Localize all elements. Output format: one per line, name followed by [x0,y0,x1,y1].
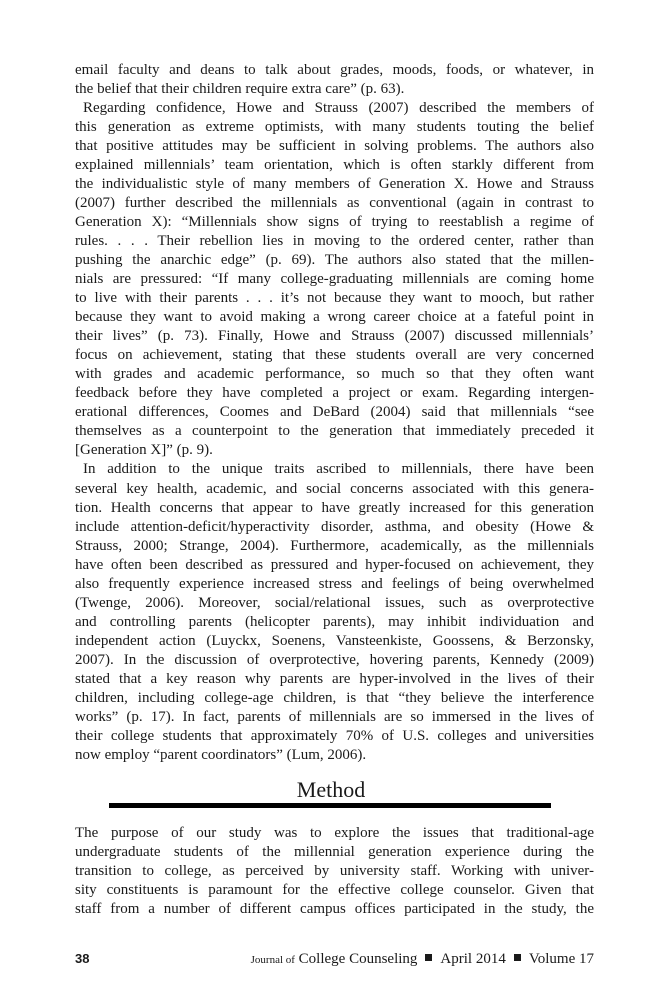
text-line: undergraduate students of the millennial generation experience during the [75,843,594,860]
text-line: email faculty and deans to talk about grades, moods, foods, or whatever, in [75,61,594,78]
text-line: several key health, academic, and social concerns associated with this genera- [75,480,594,497]
text-line: Regarding confidence, Howe and Strauss (2007) described the members of [83,99,594,116]
text-line: children, including college-age children, is that “they believe the interference [75,690,594,707]
text-line: 2007). In the discussion of overprotective, hovering parents, Kennedy (2009) [75,651,594,668]
text-line: with grades and academic performance, so much so that they often want [75,366,594,383]
text-line: (2007) further described the millennials as conventional (again in contrast to [75,194,594,211]
heading-rule [109,803,551,808]
text-line: this generation as extreme optimists, with many students touting the belief [75,118,594,135]
paragraph [75,99,594,461]
square-bullet-icon [514,954,521,961]
page-footer [75,951,594,971]
paragraph [75,824,594,919]
text-line: because they want to avoid making a wrong career choice at a fateful point in [75,309,594,326]
volume: Volume 17 [528,951,594,967]
text-line: nials are pressured: “If many college-graduating millennials are coming home [75,271,594,288]
text-line: and controlling parents (helicopter parents), may inhibit individuation and [75,613,594,630]
text-line: independent action (Luyckx, Soenens, Vansteenkiste, Goossens, & Berzonsky, [75,632,594,649]
text-line: now employ “parent coordinators” (Lum, 2006). [75,747,367,764]
text-line: (Twenge, 2006). Moreover, social/relational issues, such as overprotective [75,594,594,611]
text-line: focus on achievement, stating that these students overall are very concerned [75,347,594,364]
journal-prefix: Journal of [250,954,295,966]
text-line: themselves as a counterpoint to the generation that immediately preceded it [75,423,594,440]
text-line: their lives” (p. 73). Finally, Howe and Strauss (2007) discussed millennials’ [75,328,594,345]
text-line: that positive attitudes may be sufficient in solving problems. The authors also [75,137,594,154]
text-line: The purpose of our study was to explore the issues that traditional-age [75,824,594,841]
paragraph [75,460,594,765]
text-line: explained millennials’ team orientation, which is often starkly different from [75,156,594,173]
text-line: the individualistic style of many members of Generation X. Howe and Strauss [75,175,594,192]
page-number: 38 [75,951,90,966]
text-line: to live with their parents . . . it’s not because they want to mooch, but rather [75,290,594,307]
text-line: their college students that approximately 70% of U.S. colleges and universities [75,728,594,745]
text-line: tion. Health concerns that appear to have greatly increased for this generation [75,499,594,516]
text-line: the belief that their children require extra care” (p. 63). [75,80,405,97]
body-text-bottom [75,824,594,919]
text-line: works” (p. 17). In fact, parents of millennials are so immersed in the lives of [75,709,594,726]
text-line: feedback before they have completed a project or exam. Regarding intergen- [75,385,594,402]
text-line: stated that a key reason why parents are hyper-involved in the lives of their [75,671,594,687]
text-line: In addition to the unique traits ascribed to millennials, there have been [83,461,594,478]
text-line: have often been described as pressured and hyper-focused on achievement, they [75,556,594,573]
text-line: staff from a number of different campus offices participated in the study, the [75,900,594,917]
issue-date: April 2014 [440,951,506,967]
text-line: also frequently experience increased stress and feelings of being overwhelmed [75,575,594,592]
running-footer [251,951,594,968]
text-line: pushing the anarchic edge” (p. 69). The authors also stated that the millen- [75,251,594,268]
text-line: erational differences, Coomes and DeBard (2004) said that millennials “see [75,404,594,421]
text-line: Strauss, 2000; Strange, 2004). Furthermore, academically, as the millennials [75,537,594,554]
text-line: [Generation X]” (p. 9). [75,442,213,459]
text-line: sity constituents is paramount for the effective college counselor. Given that [75,881,594,898]
text-line: Generation X): “Millennials show signs of trying to reestablish a regime of [75,213,594,230]
square-bullet-icon [425,954,432,961]
paragraph [75,61,594,99]
text-line: rules. . . . Their rebellion lies in moving to the ordered center, rather than [75,232,594,249]
text-line: transition to college, as perceived by university staff. Working with univer- [75,862,594,879]
section-heading: Method [296,777,366,802]
body-text-top [75,61,594,766]
text-line: include attention-deficit/hyperactivity disorder, asthma, and obesity (Howe & [75,518,594,535]
journal-name: College Counseling [298,951,418,967]
